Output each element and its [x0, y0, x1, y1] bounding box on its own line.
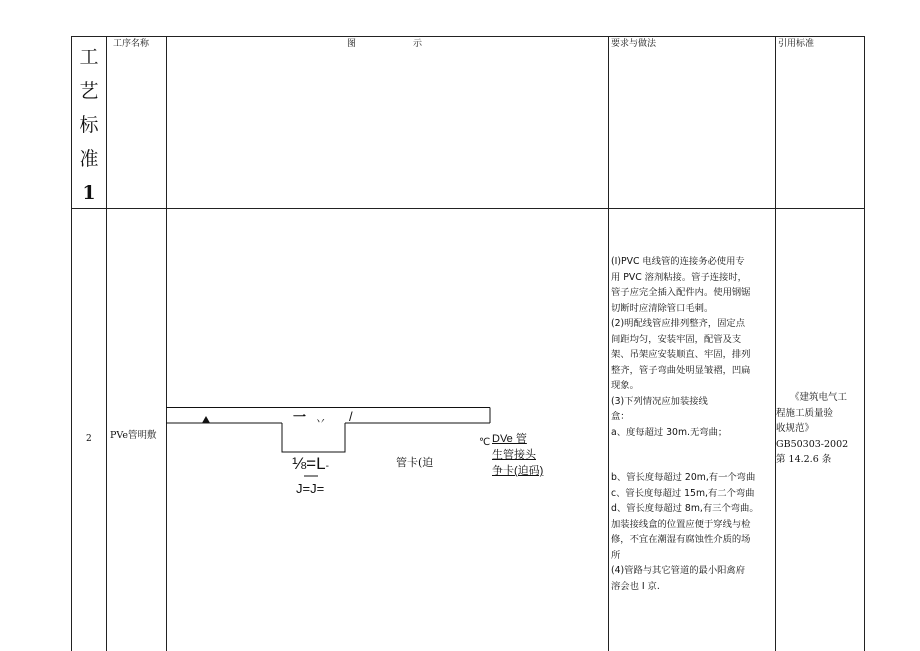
diagram-v-label: 丷: [315, 416, 326, 428]
process-standard-title: [72, 40, 106, 210]
fraction-text: ⅛=L: [292, 454, 326, 473]
junction-box-outline: [282, 423, 345, 452]
req-line: 用 PVC 溶剂粘接。管子连接时，: [611, 271, 747, 283]
title-number: 1: [82, 182, 96, 204]
row-process-name: PVe管明敷: [110, 430, 157, 441]
header-process-name: 工序名称: [113, 39, 150, 49]
diagram-jj-label: J=J=: [296, 481, 325, 496]
req-line: (4)管路与其它管道的最小阳禽府: [611, 565, 746, 576]
header-diagram-2: 示: [413, 39, 423, 49]
req-line: 所: [611, 549, 621, 561]
std-line: 收规范》: [776, 423, 815, 434]
req-line: (2)明配线管应排列整齐，固定点: [611, 318, 746, 329]
header-diagram-1: 图: [347, 39, 357, 49]
title-char-3: 标: [79, 114, 99, 136]
std-line: 第 14.2.6 条: [776, 454, 832, 465]
req-line: 架、吊架应安装顺直、牢固，排列: [611, 349, 751, 360]
req-line: 修，不宜在潮湿有腐蚀性介质的场: [611, 534, 751, 545]
req-gap: [611, 440, 776, 470]
req-line: (3)下列情况应加装接线: [611, 395, 708, 407]
table-header-divider: [71, 208, 864, 209]
title-char-4: 准: [79, 148, 99, 170]
triangle-marker-icon: [202, 416, 210, 423]
col-divider-process: [166, 36, 167, 651]
pipe-outline: [166, 408, 490, 453]
diagram-dve-label-2: 生管接头: [492, 449, 536, 461]
header-requirements: 要求与做法: [611, 39, 657, 49]
req-line: 加装接线盒的位置应便于穿线与检: [611, 518, 751, 530]
std-line: GB50303-2002: [776, 438, 849, 450]
diagram-dve-label-1: DVe 管: [492, 433, 527, 445]
title-char-2: 艺: [79, 80, 99, 102]
req-line: d、管长度每超过 8m,有三个弯曲。: [611, 503, 759, 514]
diagram-c-label: ℃: [479, 437, 491, 448]
req-line: 管子应完全插入配件内。使用钢锯: [611, 287, 751, 298]
req-line: 现象。: [611, 380, 639, 391]
header-standard: 引用标准: [778, 39, 815, 49]
diagram-fraction-label: [292, 454, 329, 474]
standard-reference: [776, 390, 864, 468]
fraction-sub: -: [325, 461, 329, 472]
req-line: 间距均匀，安装牢固，配管及支: [611, 333, 742, 345]
req-line: b、管长度每超过 20m,有一个弯曲: [611, 472, 756, 483]
std-line: 程施工质量验: [776, 407, 834, 419]
req-line: (I)PVC 电线管的连接务必使用专: [611, 256, 745, 267]
req-line: 整齐，管子弯曲处明显皱褶，凹扁: [611, 364, 751, 376]
diagram-dve-label-3: 争卡(迫码): [492, 465, 544, 477]
req-line: 切断时应清除管口毛刺。: [611, 302, 714, 314]
table-right-border: [864, 36, 865, 651]
req-line: 盒：: [611, 411, 630, 422]
req-line: 溶会也 I 京.: [611, 580, 660, 592]
row-number: 2: [86, 434, 92, 444]
requirements-text: [611, 254, 776, 594]
col-divider-number: [106, 36, 107, 651]
diagram-slash-label: /: [349, 409, 353, 424]
table-top-border: [71, 36, 864, 37]
req-line: a、度每超过 30m.无弯曲；: [611, 426, 728, 438]
std-line: 《建筑电气工: [790, 392, 848, 403]
col-divider-diagram: [608, 36, 609, 651]
req-line: c、管长度每超过 15m,有二个弯曲: [611, 487, 755, 499]
title-char-1: 工: [79, 46, 99, 68]
diagram-dash-label: 一: [293, 409, 307, 424]
diagram-clip-label: 管卡(迫: [396, 456, 434, 469]
